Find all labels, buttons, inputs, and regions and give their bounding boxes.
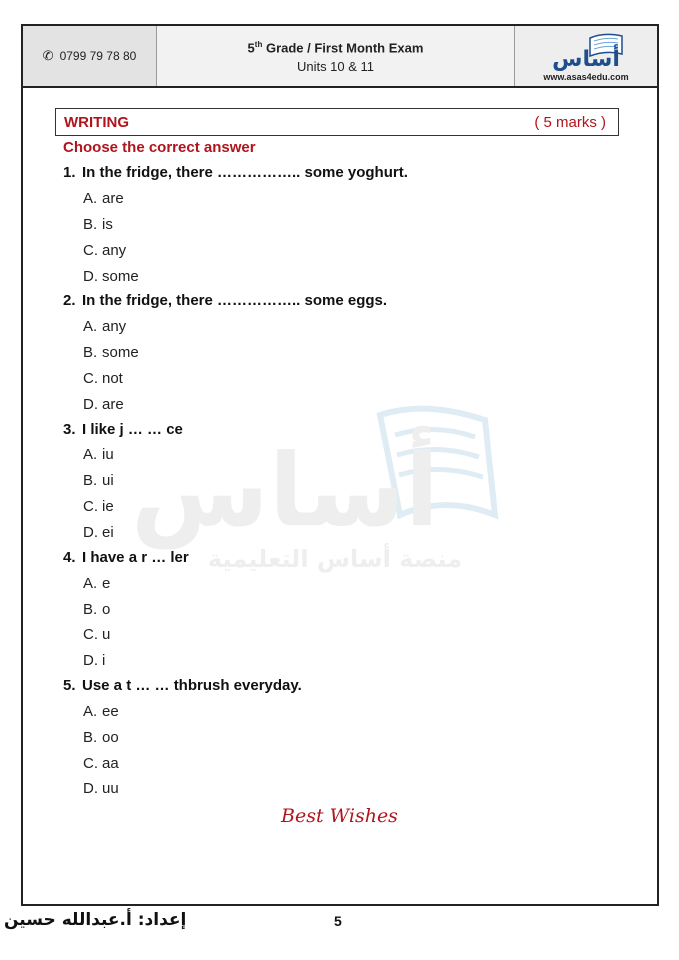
option-1a: A. are bbox=[83, 190, 124, 207]
option-5c: C. aa bbox=[83, 755, 119, 772]
option-5a: A. ee bbox=[83, 703, 119, 720]
question-5: 5. Use a t … … thbrush everyday. bbox=[63, 677, 302, 694]
website-url: www.asas4edu.com bbox=[543, 72, 629, 82]
watermark-logo bbox=[130, 395, 505, 575]
option-3a: A. iu bbox=[83, 446, 114, 463]
section-marks: ( 5 marks ) bbox=[534, 113, 606, 131]
question-2: 2. In the fridge, there …………….. some eggs. bbox=[63, 292, 388, 309]
watermark-logo-text: أساس bbox=[130, 432, 440, 549]
header-phone bbox=[23, 26, 157, 86]
closing-note: Best Wishes bbox=[281, 805, 398, 827]
option-1c: C. any bbox=[83, 242, 127, 259]
header-title bbox=[157, 26, 515, 86]
option-4c: C. u bbox=[83, 626, 111, 643]
section-title: WRITING bbox=[64, 113, 129, 131]
logo-text: أساس bbox=[552, 47, 620, 72]
option-1b: B. is bbox=[83, 216, 113, 233]
phone-number: 0799 79 78 80 bbox=[59, 49, 137, 63]
option-3b: B. ui bbox=[83, 472, 114, 489]
watermark-subtitle: منصة أساس التعليمية bbox=[207, 545, 463, 573]
question-4: 4. I have a r … ler bbox=[63, 549, 189, 566]
option-2b: B. some bbox=[83, 344, 139, 361]
exam-title: 5th Grade / First Month Exam bbox=[247, 40, 424, 56]
instruction: Choose the correct answer bbox=[63, 139, 256, 156]
option-2a: A. any bbox=[83, 318, 127, 335]
question-1: 1. In the fridge, there …………….. some yoghurt. bbox=[63, 164, 408, 181]
option-4d: D. i bbox=[83, 652, 106, 669]
option-5b: B. oo bbox=[83, 729, 119, 746]
page-header bbox=[23, 26, 657, 88]
option-1d: D. some bbox=[83, 268, 139, 285]
option-2c: C. not bbox=[83, 370, 123, 387]
header-logo bbox=[515, 26, 657, 86]
question-3: 3. I like j … … ce bbox=[63, 421, 183, 438]
option-3c: C. ie bbox=[83, 498, 114, 515]
option-2d: D. are bbox=[83, 396, 124, 413]
option-3d: D. ei bbox=[83, 524, 114, 541]
option-5d: D. uu bbox=[83, 780, 119, 797]
asas-logo-icon bbox=[538, 30, 634, 70]
section-header bbox=[55, 108, 619, 136]
footer-author: إعداد: أ.عبدالله حسين bbox=[4, 910, 187, 930]
option-4a: A. e bbox=[83, 575, 111, 592]
page-number: 5 bbox=[334, 913, 342, 929]
phone-icon: ✆ bbox=[42, 48, 54, 63]
option-4b: B. o bbox=[83, 601, 111, 618]
exam-units: Units 10 & 11 bbox=[296, 58, 375, 74]
